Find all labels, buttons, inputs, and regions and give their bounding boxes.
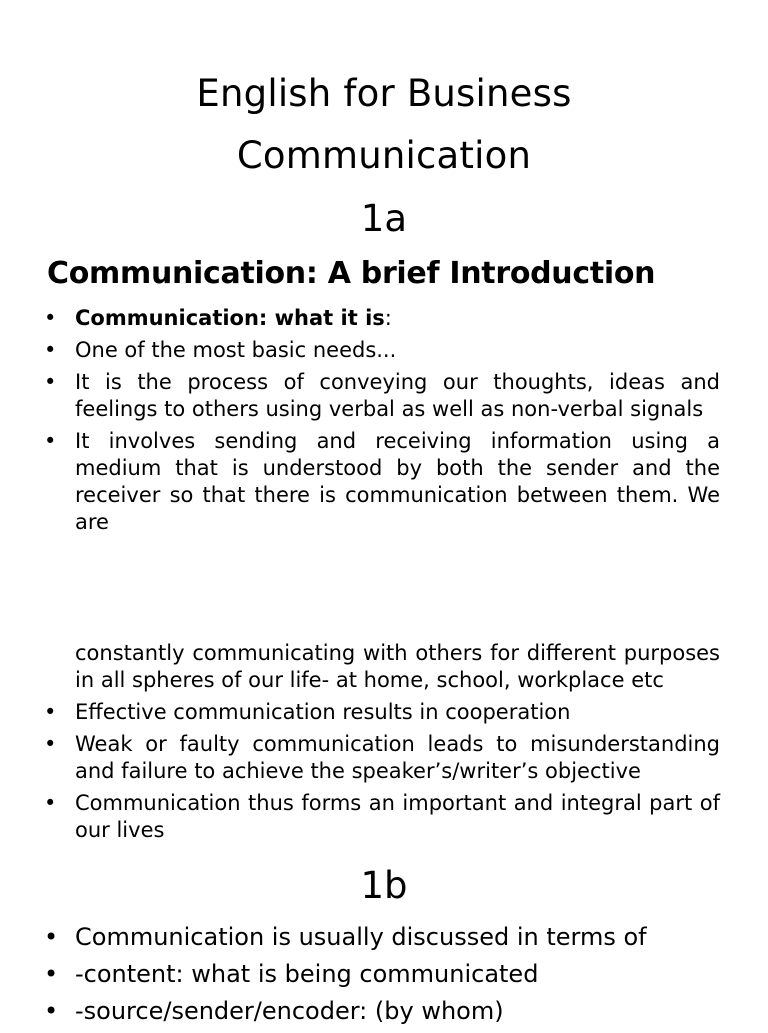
list-item (0, 922, 720, 952)
section-heading: Communication: A brief Introduction (47, 256, 656, 291)
list-item (0, 369, 720, 423)
bullet-icon: • (44, 700, 57, 724)
list-item-bold-text: Communication: what it is (75, 306, 385, 330)
list-item-text: Effective communication results in cooperation (75, 700, 571, 724)
document-title-line-2: Communication (236, 134, 532, 177)
document-title-line-1: English for Business (196, 72, 572, 115)
bullet-icon: • (44, 370, 57, 394)
list-item (0, 428, 720, 536)
bullet-list-1a (0, 305, 768, 541)
bullet-list-1b (0, 922, 768, 1033)
bullet-icon: • (44, 732, 57, 756)
list-item (0, 305, 720, 332)
list-item-text: -content: what is being communicated (75, 960, 539, 988)
list-item (0, 959, 720, 989)
bullet-icon: • (44, 306, 57, 330)
list-item-text: Communication is usually discussed in terms of (75, 923, 647, 951)
list-item-text: : (384, 306, 392, 330)
bullet-list-1a-continued (0, 640, 768, 849)
bullet-icon: • (44, 923, 59, 951)
bullet-icon: • (44, 791, 57, 815)
list-item-text: It involves sending and receiving information using a medium that is understood by both the sender and the receiver so that there is communication between them. We are (75, 429, 720, 534)
list-item-text: One of the most basic needs... (75, 338, 397, 362)
section-number-1b: 1b (360, 864, 408, 907)
list-item (0, 996, 720, 1026)
bullet-icon: • (44, 429, 57, 453)
bullet-icon: • (44, 960, 59, 988)
bullet-icon: • (44, 997, 59, 1025)
list-item (0, 337, 720, 364)
list-item-text: -source/sender/encoder: (by whom) (75, 997, 504, 1025)
list-item (0, 731, 720, 785)
list-item (0, 790, 720, 844)
bullet-icon: • (44, 338, 57, 362)
list-item-continuation: constantly communicating with others for different purposes in all spheres of our life- at home, school, workplace etc (75, 641, 720, 692)
section-number-1a: 1a (360, 197, 408, 240)
list-item (0, 699, 720, 726)
list-item-text: Communication thus forms an important and integral part of our lives (75, 791, 720, 842)
list-item-text: It is the process of conveying our thoughts, ideas and feelings to others using verbal as well as non-verbal signals (75, 370, 720, 421)
list-item-text: Weak or faulty communication leads to misunderstanding and failure to achieve the speaker’s/writer’s objective (75, 732, 720, 783)
